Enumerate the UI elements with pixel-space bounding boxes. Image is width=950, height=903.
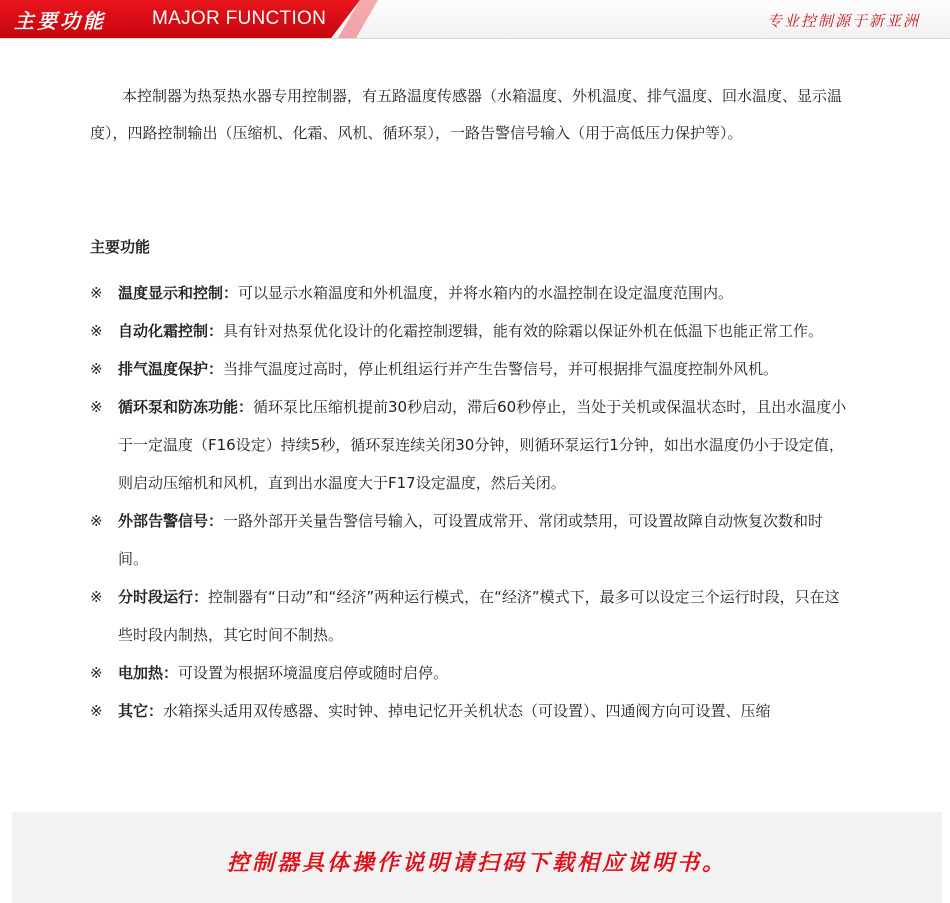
reference-mark: ※ <box>90 284 103 302</box>
reference-mark: ※ <box>90 360 103 378</box>
feature-item-defrost <box>90 312 850 350</box>
feature-label: 电加热： <box>118 664 179 682</box>
feature-label: 外部告警信号： <box>118 512 224 530</box>
feature-text: 可设置为根据环境温度启停或随时启停。 <box>178 664 449 682</box>
feature-label: 其它： <box>118 702 164 720</box>
footer-banner <box>12 812 942 903</box>
feature-text: 可以显示水箱温度和外机温度，并将水箱内的水温控制在设定温度范围内。 <box>238 284 734 302</box>
reference-mark: ※ <box>90 512 103 530</box>
feature-text: 循环泵比压缩机提前30秒启动，滞后60秒停止，当处于关机或保温状态时，且出水温度小于一定温度（F16设定）持续5秒，循环泵连续关闭30分钟，则循环泵运行1分钟，如出水温度仍小于设定值，则启动压缩机和风机，直到出水温度大于F17设定温度，然后关闭。 <box>118 398 847 492</box>
header-title-en: MAJOR FUNCTION <box>152 8 327 29</box>
reference-mark: ※ <box>90 322 103 340</box>
feature-list <box>90 274 850 730</box>
feature-label: 排气温度保护： <box>118 360 224 378</box>
feature-item-other <box>90 692 850 730</box>
feature-text: 当排气温度过高时，停止机组运行并产生告警信号，并可根据排气温度控制外风机。 <box>223 360 779 378</box>
feature-item-time-period <box>90 578 850 654</box>
feature-label: 自动化霜控制： <box>118 322 224 340</box>
feature-text: 控制器有“日动”和“经济”两种运行模式，在“经济”模式下，最多可以设定三个运行时段，只在这些时段内制热，其它时间不制热。 <box>118 588 840 644</box>
feature-label: 温度显示和控制： <box>118 284 239 302</box>
feature-text: 一路外部开关量告警信号输入，可设置成常开、常闭或禁用，可设置故障自动恢复次数和时间。 <box>118 512 824 568</box>
feature-item-pump-antifreeze <box>90 388 850 502</box>
reference-mark: ※ <box>90 702 103 720</box>
feature-text: 具有针对热泵优化设计的化霜控制逻辑，能有效的除霜以保证外机在低温下也能正常工作。 <box>223 322 824 340</box>
feature-item-external-alarm <box>90 502 850 578</box>
section-header <box>0 0 950 42</box>
feature-label: 循环泵和防冻功能： <box>118 398 254 416</box>
intro-paragraph: 本控制器为热泵热水器专用控制器，有五路温度传感器（水箱温度、外机温度、排气温度、回水温度、显示温度），四路控制输出（压缩机、化霜、风机、循环泵），一路告警信号输入（用于高低压力保护等）。 <box>90 87 843 142</box>
reference-mark: ※ <box>90 398 103 416</box>
header-title-cn: 主要功能 <box>14 9 106 33</box>
features-title: 主要功能 <box>90 238 151 256</box>
header-slogan: 专业控制源于新亚洲 <box>766 12 920 30</box>
reference-mark: ※ <box>90 664 103 682</box>
feature-item-electric-heating <box>90 654 850 692</box>
feature-label: 分时段运行： <box>118 588 209 606</box>
reference-mark: ※ <box>90 588 103 606</box>
feature-text: 水箱探头适用双传感器、实时钟、掉电记忆开关机状态（可设置）、四通阀方向可设置、压缩 <box>163 702 771 720</box>
feature-item-exhaust-protection <box>90 350 850 388</box>
footer-notice: 控制器具体操作说明请扫码下载相应说明书。 <box>226 850 727 876</box>
feature-item-temperature <box>90 274 850 312</box>
